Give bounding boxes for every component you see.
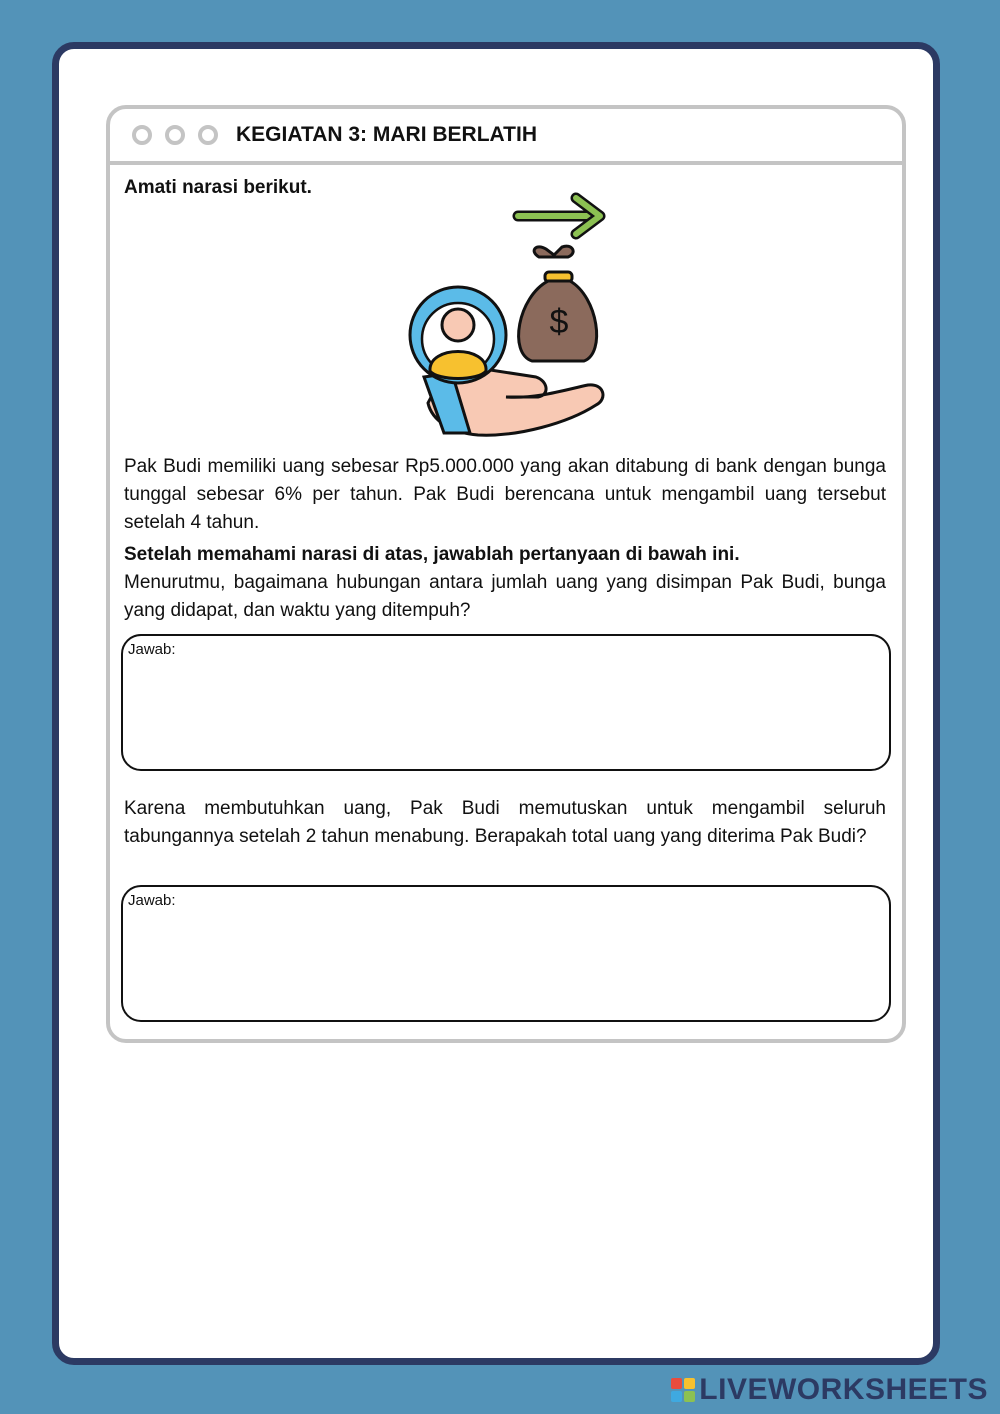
worksheet-page — [52, 42, 940, 1365]
dollar-sign: $ — [549, 303, 569, 341]
intro-text: Amati narasi berikut. — [124, 177, 312, 198]
answer-input-2[interactable] — [133, 915, 879, 1010]
answer-label-2: Jawab: — [128, 892, 176, 909]
liveworksheets-brand[interactable] — [671, 1372, 988, 1408]
liveworksheets-wordmark: LIVEWORKSHEETS — [699, 1373, 988, 1406]
liveworksheets-logo-icon — [671, 1378, 695, 1402]
savings-illustration — [398, 185, 618, 445]
question-1-text: Menurutmu, bagaimana hubungan antara jumlah uang yang disimpan Pak Budi, bunga yang didapat, dan waktu yang ditempuh? — [124, 572, 886, 621]
narrative-paragraph: Pak Budi memiliki uang sebesar Rp5.000.000 yang akan ditabung di bank dengan bunga tunggal sebesar 6% per tahun. Pak Budi berencana untuk mengambil uang tersebut setelah 4 tahun. — [124, 456, 886, 533]
answer-box-1[interactable] — [121, 634, 891, 771]
activity-title: KEGIATAN 3: MARI BERLATIH — [236, 123, 537, 146]
answer-box-2[interactable] — [121, 885, 891, 1022]
question-2-text: Karena membutuhkan uang, Pak Budi memutuskan untuk mengambil seluruh tabungannya setelah 2 tahun menabung. Berapakah total uang yang diterima Pak Budi? — [124, 798, 886, 847]
window-dot-icon — [198, 125, 218, 145]
answer-label-1: Jawab: — [128, 641, 176, 658]
answer-input-1[interactable] — [133, 664, 879, 759]
arrow-right-icon — [518, 198, 600, 234]
activity-window — [106, 105, 906, 1043]
money-bag-icon — [519, 246, 597, 361]
window-dot-icon — [165, 125, 185, 145]
window-dot-icon — [132, 125, 152, 145]
window-titlebar — [110, 109, 902, 165]
user-avatar-icon — [410, 287, 506, 383]
instruction-text: Setelah memahami narasi di atas, jawablah pertanyaan di bawah ini. — [124, 544, 740, 565]
